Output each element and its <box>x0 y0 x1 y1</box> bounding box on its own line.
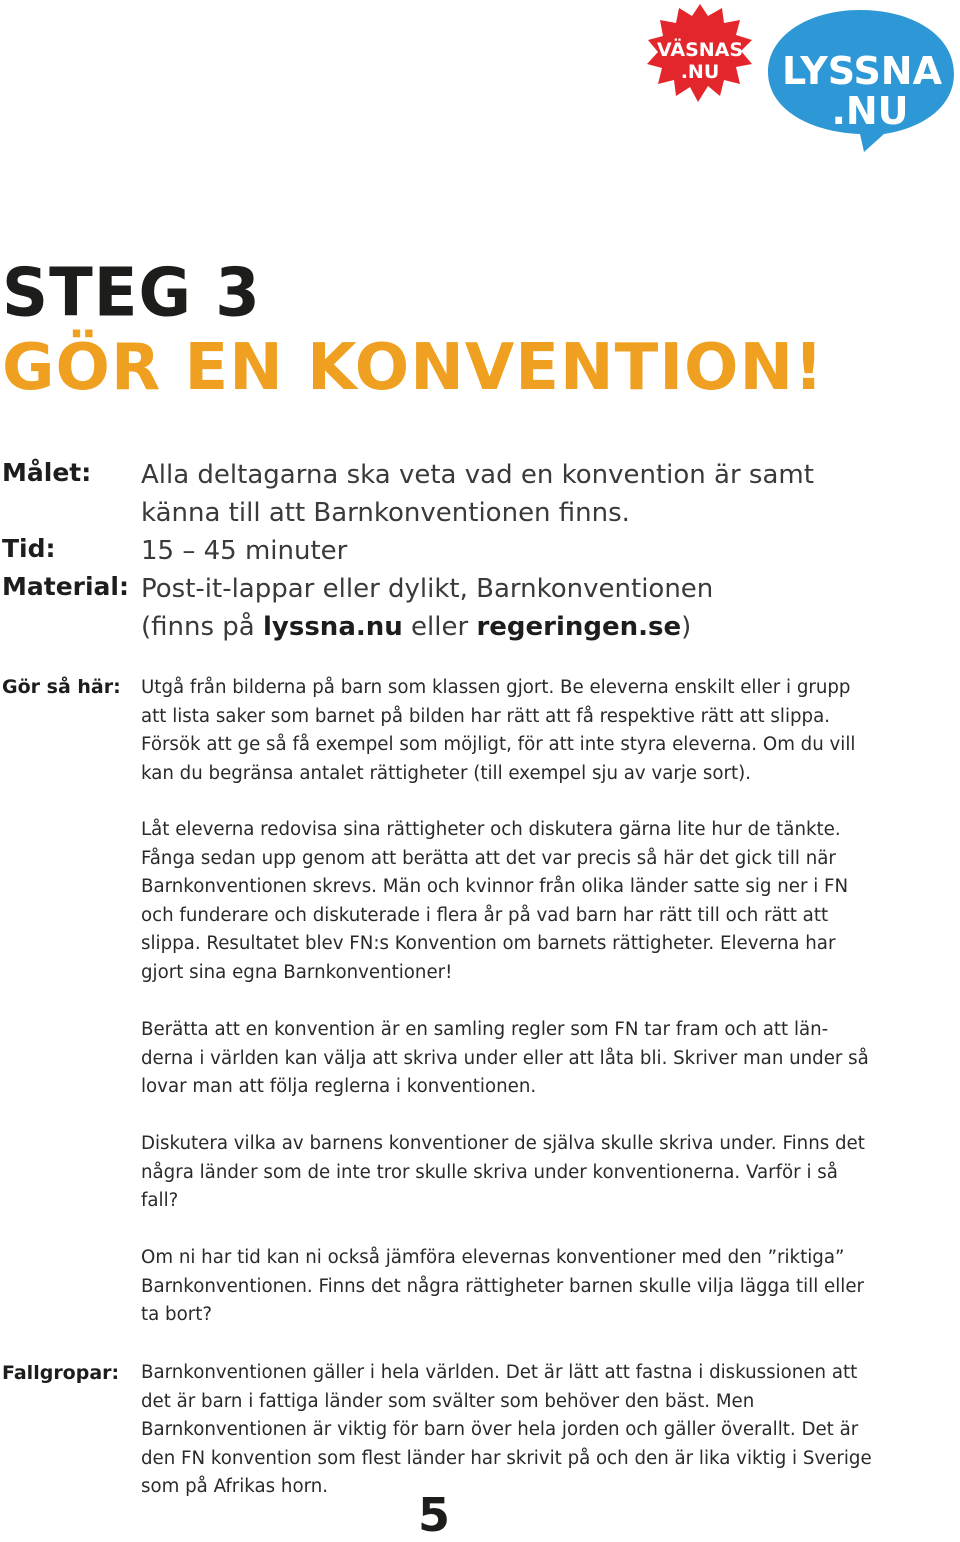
material-line1: Post-it-lappar eller dylikt, Barnkonventionen <box>141 574 714 604</box>
material-mid: eller <box>402 612 477 642</box>
lyssna-logo <box>764 6 956 156</box>
material-prefix: (finns på <box>141 612 263 642</box>
vasnas-logo-line1: VÄSNAS <box>656 39 744 61</box>
vasnas-logo <box>646 4 754 104</box>
lyssna-logo-line1: LYSSNA <box>781 49 943 93</box>
fallgropar-text: Barnkonventionen gäller i hela världen. Det är lätt att fastna i diskussionen att det är barn i fattiga länder som svälter som behöver den bäst. Men Barnkonventionen är viktig för barn över hela jorden och gäller överallt. Det är den FN konvention som flest länder har skrivit på och den är lika viktig i Sverige som på Afrikas horn. <box>141 1362 872 1498</box>
material-line2 <box>141 608 941 646</box>
step-heading: STEG 3 <box>2 254 261 333</box>
regeringen-link[interactable]: regeringen.se <box>476 612 682 642</box>
page-number: 5 <box>418 1488 451 1542</box>
instruction-paragraph: Berätta att en konvention är en samling regler som FN tar fram och att län-derna i världen kan välja att skriva under eller att låta bli. Skriver man under så lovar man att följa reglerna i konventionen. <box>141 1019 869 1098</box>
instruction-paragraph: Låt eleverna redovisa sina rättigheter och diskutera gärna lite hur de tänkte. Fånga sedan upp genom att berätta att det var precis så här det gick till när Barnkonventionen skrevs. Män och kvinnor från olika länder satte sig ner i FN och funderare och diskuterade i flera år på vad barn har rätt till och rätt att slippa. Resultatet blev FN:s Konvention om barnets rättigheter. Eleverna har gjort sina egna Barnkonventioner! <box>141 819 849 983</box>
malet-text: Alla deltagarna ska veta vad en konvention är samt känna till att Barnkonventionen finns. <box>141 460 814 528</box>
instruction-paragraph: Utgå från bilderna på barn som klassen gjort. Be eleverna enskilt eller i grupp att lista saker som barnet på bilden har rätt att få respektive rätt att slippa. Försök att ge så få exempel som möjligt, för att inte styra eleverna. Om du vill kan du begränsa antalet rättigheter (till exempel sju av varje sort). <box>141 677 856 784</box>
vasnas-logo-line2: .NU <box>680 61 720 83</box>
tid-text: 15 – 45 minuter <box>141 536 348 566</box>
material-suffix: ) <box>681 612 692 642</box>
instruction-paragraph: Om ni har tid kan ni också jämföra elevernas konventioner med den ”riktiga” Barnkonventionen. Finns det några rättigheter barnen skulle vilja lägga till eller ta bort? <box>141 1247 865 1326</box>
tid-label: Tid: <box>2 534 56 563</box>
gor-sa-har-label: Gör så här: <box>2 676 121 698</box>
fallgropar-label: Fallgropar: <box>2 1362 120 1384</box>
material-label: Material: <box>2 572 129 601</box>
instruction-paragraph: Diskutera vilka av barnens konventioner de själva skulle skriva under. Finns det några länder som de inte tror skulle skriva under konventionerna. Varför i så fall? <box>141 1133 865 1212</box>
malet-label: Målet: <box>2 458 92 487</box>
material-text <box>141 570 941 646</box>
page-title: GÖR EN KONVENTION! <box>2 331 825 405</box>
lyssna-logo-line2: .NU <box>831 89 909 133</box>
lyssna-link[interactable]: lyssna.nu <box>263 612 403 642</box>
